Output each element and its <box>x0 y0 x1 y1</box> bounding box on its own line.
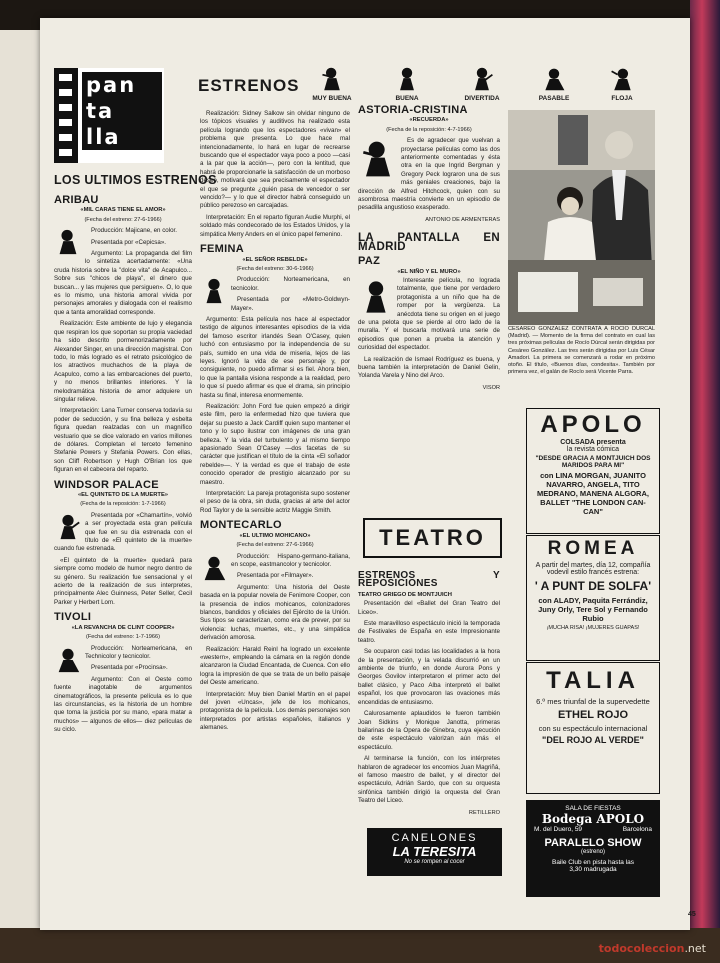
ad-line: CANELONES <box>391 832 478 844</box>
rating-figure-icon <box>54 645 82 675</box>
article-paragraph: Interpretación: Lana Turner conserva todavía su poder de seducción, y su fina belleza y esbelta figura quedan realzadas con un magnífico vestuario que se dice valorado en varios millones de dólares. Completan el terceto femenino Stefanie Powers y Stefania Powers. Con ellas, son Cliff Robertson y Hugh O'Brian los que figuran en el cabecera del reparto. <box>54 407 192 474</box>
legend-label: PASABLE <box>538 95 570 102</box>
venue-astoria: ASTORIA-CRISTINA <box>358 104 468 116</box>
ad-line: COLSADA presenta <box>560 439 626 446</box>
article-paragraph: Realización: Harald Reinl ha logrado un excelente «western», empleando la cámara en la región donde alcanzaron la Ciudad Encantada, de Cuenca. Con ello logra la impresión de que se trata de un bello paisaje del Oeste americano. <box>200 645 350 687</box>
article-paragraph: Argumento: Esta película nos hace al espectador testigo de algunos interesantes episodios de la vida del famoso escritor irlandés Sean O'Casey, quien luchó con entusiasmo por la independencia de su país, sumido en una vida de miseria, lejos de las leyes. Ignoró la vida de ese personaje y, por consiguiente, no puedo afirmar si es fiel. Ahora bien, lo que la pantalla visiona responde a la realidad, pero lo que sí puedo afirmar es que el drama, sin principio hasta su final, interesa enormemente. <box>200 315 350 399</box>
article-paragraph: Presentada por «Chamartín», volvió a ser proyectada esta gran película que fue en su día estrenada con el título de «El quinteto de la muerte» cuando fue estrenada. <box>54 511 192 553</box>
film-title: «EL SEÑOR REBELDE» <box>242 256 308 263</box>
rating-figure-icon <box>54 512 82 542</box>
magazine-edge <box>690 0 720 963</box>
column-3-top <box>358 100 500 392</box>
film-title: «EL NIÑO Y EL MURO» <box>397 268 461 275</box>
rating-figure-icon <box>358 137 398 181</box>
ad-tagline: No se rompen al cocer <box>404 859 465 865</box>
venue-femina: FEMINA <box>200 243 244 256</box>
estrenos-reposiciones-heading: ESTRENOS Y REPOSICIONES <box>358 570 500 590</box>
film-date: (Fecha del estreno: 30-6-1966) <box>236 265 314 272</box>
venue-windsor: WINDSOR PALACE <box>54 478 159 491</box>
ad-address <box>526 826 660 833</box>
ad-show: "DEL ROJO AL VERDE" <box>542 735 644 745</box>
ad-line: con su espectáculo internacional <box>538 724 648 733</box>
film-title: «MIL CARAS TIENE EL AMOR» <box>80 207 166 214</box>
ad-line: la revista cómica <box>566 446 620 453</box>
apolo-ad <box>526 408 660 534</box>
ultimos-estrenos-title: LOS ULTIMOS ESTRENOS <box>54 173 217 187</box>
film-title: «EL QUINTETO DE LA MUERTE» <box>77 492 169 498</box>
author-signature: VISOR <box>482 384 500 391</box>
article-paragraph: Argumento: Con el Oeste como fuente inagotable de argumentos cinematográficos, la presente película es lo que las circunstancias, es la historia de un hombre que toma la justicia por su mano, «para matar a muchos» — algunos de ellos— diez películas de su ciclo. <box>54 675 192 734</box>
logo-line: ta <box>86 99 115 123</box>
logo-word <box>82 72 162 150</box>
watermark-ext: .net <box>684 942 706 955</box>
venue-aribau: ARIBAU <box>54 194 99 206</box>
legend-label: DIVERTIDA <box>464 95 500 102</box>
figure-icon <box>541 66 567 92</box>
rating-figure-icon <box>358 277 394 317</box>
photo-caption: CESAREO GONZALEZ CONTRATA A ROCIO DURCAL (Madrid). — Momento de la firma del contrato en cual las tres próximas películas de Rocío Dúrcal serán dirigidas por Cesáreo González. Las tres serán dirigidas por Luis César Amadori. La primera se comenzará a rodar en próximo otoño. El título, «Buenos días, condesita». También por primera vez, el galán de Rocío será Vicente Parra. <box>508 326 655 376</box>
news-photo <box>508 110 655 325</box>
venue-tivoli: TIVOLI <box>54 611 92 624</box>
ad-line: SALA DE FIESTAS <box>565 805 621 812</box>
watermark <box>599 942 706 955</box>
figure-icon <box>469 66 495 92</box>
article-paragraph: «El quinteto de la muerte» quedará para siempre como modelo de humor negro dentro de su género. Su realización fue sensacional y el acierto de la realización de sus interpretes, principalmente Alec Guinness, Peter Seller, Cecil Parker y Herbert Lom. <box>54 556 192 606</box>
ad-city: Barcelona <box>622 826 652 833</box>
article-paragraph: Presentada por «Metro-Goldwyn-Mayer». <box>231 296 350 312</box>
ad-line: 6.º mes triunfal de la supervedette <box>536 697 650 706</box>
legend-label: MUY BUENA <box>312 95 352 102</box>
article-paragraph: Al terminarse la función, con los intérpretes hablaron de agradecer los encomios Juan Magriñá, el famoso maestro de ballet, y el director del espectáculo, Adrián Sardo, que con su orquesta sinfónica también dirigió la orquesta del Gran Teatro del Liceo. <box>358 755 500 805</box>
rating-floja <box>592 66 652 106</box>
article-paragraph: La realización de Ismael Rodríguez es buena, y buena también la interpretación de Daniel Gelin, Yolanda Varela y Nino del Arco. <box>358 355 500 380</box>
article-paragraph: Interpretación: Muy bien Daniel Martín en el papel del joven «Uncas», jefe de los mohicanos, protagonista de la película. Los demás personajes son interpretados por artistas españoles, italianos y alemanes. <box>200 690 350 732</box>
venue-paz: PAZ <box>358 255 381 268</box>
article-paragraph: Producción: Norteamericana, en Technicolor y tecnicolor. <box>85 644 192 660</box>
legend-label: FLOJA <box>611 95 633 102</box>
film-date: (Fecha del estreno: 27-6-1966) <box>236 542 314 549</box>
ad-title: ROMEA <box>547 538 639 559</box>
romea-ad <box>526 535 660 661</box>
ad-title: APOLO <box>540 411 646 438</box>
article-paragraph: Realización: Sidney Salkow sin olvidar ninguno de los tópicos visuales y auditivos ha realizado esta película logrando que los espectadores «vivan» el problema que presenta. Lo que hace mal intencionadamente, lo hará en lugar de recrearse buscando que el espectador vaya poco a poco —casi a la par que la acción—, pero con la lentitud, que habrá de proporcionarle la satisfacción de un morboso deseo, motivará que sea precisamente el espectador el que se pregunte ¿quién pasa de vencedor o ser vencido?— y lo que el director habrá conseguido un público perezoso en carcajadas. <box>200 110 350 210</box>
film-date: (Fecha del estreno: 27-6-1966) <box>84 216 162 223</box>
ad-line: ¡MUCHA RISA! ¡MUJERES GUAPAS! <box>546 625 640 631</box>
ad-cast: con ALADY, Paquita Ferrándiz, Juny Orly, Tere Sol y Fernando Rubio <box>538 596 648 623</box>
film-date: (Fecha de la reposición: 4-7-1966) <box>386 126 472 133</box>
article-paragraph: Presentada por «Filmayer». <box>237 572 314 580</box>
rating-figure-icon <box>200 553 228 583</box>
article-paragraph: Argumento: La propaganda del film lo sintetiza acertadamente: «Una cruda historia sobre la "dolce vita" de Acapulco... Sobre sus "chicos de playa", el dinero que buscan... y las mujeres que persiguen». O, lo que es lo mismo, una historia amoral vivida por personajes amorales y dialogada con el realismo que a tanta amoralidad corresponde. <box>54 250 192 316</box>
film-title: «RECUERDA» <box>409 117 449 124</box>
teatro-heading: TEATRO <box>363 518 502 558</box>
ad-show: PARALELO SHOW <box>544 837 642 849</box>
ad-show: ' A PUNT DE SOLFA' <box>534 579 652 593</box>
ad-cast: con LINA MORGAN, JUANITO NAVARRO, ANGELA, TITO MEDRANO, MANENA ALGORA, BALLET "THE LONDON CAN-CAN" <box>537 471 649 516</box>
legend-label: BUENA <box>395 95 419 102</box>
ad-star: ETHEL ROJO <box>557 709 629 721</box>
rating-pasable <box>524 66 584 106</box>
article-paragraph: Interpretación: La pareja protagonista supo sostener el peso de la obra, sin duda, gracias al arte del actor Rod Taylor y de la sensible actriz Maggie Smith. <box>200 490 350 514</box>
rating-figure-icon <box>200 276 228 306</box>
madrid-heading: LA PANTALLA EN MADRID <box>358 232 500 253</box>
article-paragraph: Calurosamente aplaudidos le fueron también Joan Sidkins y Monique Janotta, primeras bailarinas de la Opera de Ginebra, cuya ejecución de este espectáculo valorizan aún más el espectáculo. <box>358 710 500 751</box>
page-number: 45 <box>688 911 696 918</box>
film-strip-icon <box>54 68 78 163</box>
ad-line: (estreno) <box>580 849 605 855</box>
bodega-apolo-ad <box>526 800 660 897</box>
canelones-ad <box>367 828 502 876</box>
watermark-brand: todocoleccion <box>598 942 685 955</box>
ad-line: A partir del martes, día 12, compañía vodevil estilo francés estrena: <box>535 562 651 576</box>
article-paragraph: Producción: Hispano-germano-italiana, en scope, eastmancolor y tecnicolor. <box>231 552 350 568</box>
column-1 <box>54 190 192 738</box>
author-signature: ANTONIO DE ARMENTERAS <box>425 216 500 223</box>
film-date: (Fecha del estreno: 1-7-1966) <box>85 634 160 641</box>
article-paragraph: Este maravilloso espectáculo inició la temporada de Festivales de España en este Impresionante teatro. <box>358 620 500 644</box>
article-paragraph: Presentada por «Procinsa». <box>91 664 168 672</box>
rating-figure-icon <box>54 227 82 257</box>
article-paragraph: Presentada por «Cepicsa». <box>91 238 166 246</box>
article-paragraph: Interesante película, no lograda totalmente, que tiene por verdadero protagonista a un niño que ha de romper por la vergüenza. La anécdota tiene su origen en el juego de una pelota que se pierde al otro lado de la muralla. Y el buscarla motivará una serie de episodios que ponen a prueba la atención y curiosidad del espectador. <box>358 276 500 352</box>
magazine-page <box>40 18 696 930</box>
ad-title: TALIA <box>546 667 640 694</box>
venue-montecarlo: MONTECARLO <box>200 519 282 532</box>
article-paragraph: Producción: Norteamericana, en tecnicolor. <box>231 276 350 292</box>
author-signature: RETILLERO <box>468 809 500 816</box>
estrenos-heading: ESTRENOS <box>198 76 300 95</box>
talia-ad <box>526 662 660 794</box>
teatro-venue: TEATRO GRIEGO DE MONTJUICH <box>358 591 452 598</box>
article-paragraph: Interpretación: En el reparto figuran Audie Murphi, el soldado más condecorado de los Estados Unidos, y la simpática Merry Anders en el único papel femenino. <box>200 213 350 238</box>
article-paragraph: Realización: John Ford fue quien empezó a dirigir este film, pero la enfermedad hizo que tuviera que dejar su puesto a Jack Cardiff quien supo mantener el tono y lo supo ilustrar con imágenes de una gran belleza. Y la vida del turbulento y al mismo tiempo apasionado Sean O'Casey —dos facetas de su carácter que justifican el título de la cinta «El soñador rebelde»—. Y la verdad es que el trabajo de este conocido operador de prestigio alcanzado por su maestro. <box>200 403 350 486</box>
figure-icon <box>394 66 420 92</box>
figure-icon <box>319 66 345 92</box>
article-paragraph: Presentación del «Ballet del Gran Teatro del Liceo». <box>358 600 500 616</box>
rating-muy-buena <box>302 66 362 106</box>
film-title: «EL ULTIMO MOHICANO» <box>239 532 311 539</box>
film-date: (Fecha de la reposición: 1-7-1966) <box>80 501 166 508</box>
ad-show: "DESDE GRACIA A MONTJUICH DOS MARIDOS PARA MI" <box>535 455 651 469</box>
article-paragraph: Se ocuparon casi todas las localidades a la hora de la presentación, y la velada discurrió en un ambiente de triunfo, en donde Aurora Pons y Georges Govilov interpretaron el primer acto del ballet clásico, y Paco Alba interpretó el ballet español, los que provocaron las ovaciones más encendidas de entusiasmo. <box>358 648 500 706</box>
logo-line: lla <box>86 125 121 149</box>
column-3-bottom <box>358 566 500 817</box>
pantalla-logo <box>54 68 164 163</box>
article-paragraph: Producción: Majicane, en color. <box>91 227 177 235</box>
film-title: «LA REVANCHA DE CLINT COOPER» <box>71 624 175 631</box>
photo-image <box>508 110 655 325</box>
ad-line: Baile Club en pista hasta las 3,30 madrugada <box>551 859 635 873</box>
ad-street: M. del Duero, 59 <box>534 826 583 833</box>
figure-icon <box>609 66 635 92</box>
ad-title: Bodega APOLO <box>541 812 645 826</box>
ad-brand: LA TERESITA <box>392 844 477 859</box>
logo-line: pan <box>86 73 137 97</box>
article-paragraph: Argumento: Una historia del Oeste basada en la popular novela de Fenimore Cooper, con la presencia de indios mohicanos, colonizadores blancos, bandidos y oficiales del Ejército de la Unión. Sus tipos se caracterizan, como era de prever, por su violencia: luchas, muertes, etc., y una simpática derivación amorosa. <box>200 583 350 642</box>
article-paragraph: Es de agradecer que vuelvan a proyectarse películas como las dos anteriormente comentadas y ésta otra en la que Ingrid Bergman y Gregory Peck lograron una de sus más geniales creaciones, bajo la dirección de Alfred Hitchcock, quien con su asombrosa maestría convierte en un episodio de pesadilla angustioso exasperado. <box>358 137 500 212</box>
column-2 <box>200 110 350 736</box>
article-paragraph: Realización: Este ambiente de lujo y elegancia que respiran los que soportan su propia vaciedad ha sido descrito pormenorizadamente por Alexander Singer, en una dirección magistral. Con todo, lo más logrado es el retrato psicológico de los atractivos muchachos de la playa de Acapulco, como a las embarcaciones del puerto, y no menos brillantes interiores. Y la melodramática historia de amor adquiere un singular relieve. <box>54 320 192 403</box>
